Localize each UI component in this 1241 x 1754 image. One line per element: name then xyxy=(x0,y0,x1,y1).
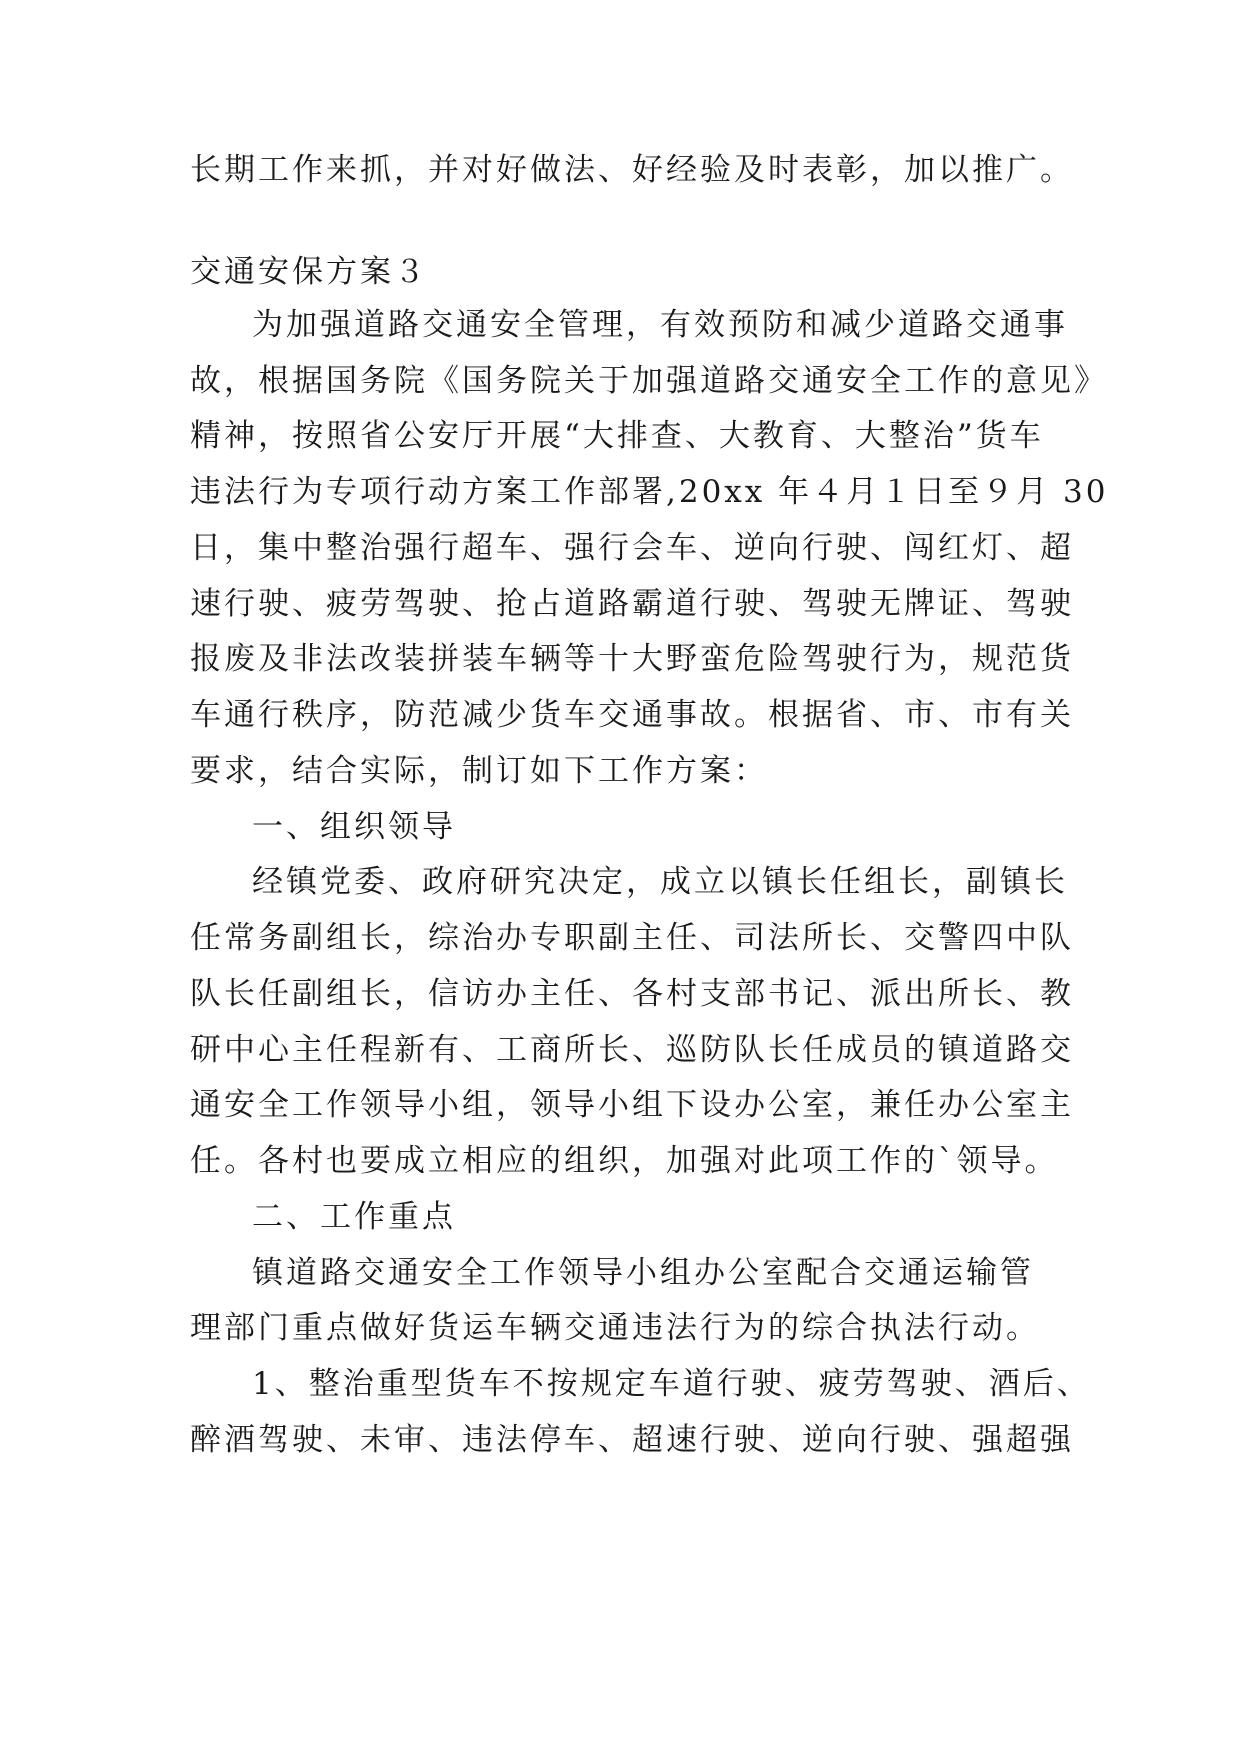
text-line: 队长任副组长，信访办主任、各村支部书记、派出所长、教 xyxy=(190,976,1074,1012)
text-line: 任常务副组长，综治办专职副主任、司法所长、交警四中队 xyxy=(190,920,1074,956)
text-line: 研中心主任程新有、工商所长、巡防队长任成员的镇道路交 xyxy=(190,1032,1074,1068)
text-line: 经镇党委、政府研究决定，成立以镇长任组长，副镇长 xyxy=(252,864,1068,900)
text-line: 为加强道路交通安全管理，有效预防和减少道路交通事 xyxy=(252,307,1068,343)
text-line: 长期工作来抓，并对好做法、好经验及时表彰，加以推广。 xyxy=(190,152,1074,188)
text-line: 镇道路交通安全工作领导小组办公室配合交通运输管 xyxy=(252,1255,1034,1291)
text-line: 醉酒驾驶、未审、违法停车、超速行驶、逆向行驶、强超强 xyxy=(190,1422,1074,1458)
heading-focus: 二、工作重点 xyxy=(252,1199,456,1235)
text-line: 违法行为专项行动方案工作部署,20xx 年４月１日至９月 30 xyxy=(190,474,1109,510)
text-line: 通安全工作领导小组，领导小组下设办公室，兼任办公室主 xyxy=(190,1087,1074,1123)
text-line: 精神，按照省公安厅开展“大排查、大教育、大整治”货车 xyxy=(190,418,1044,454)
text-line: 日，集中整治强行超车、强行会车、逆向行驶、闯红灯、超 xyxy=(190,530,1074,566)
section-title: 交通安保方案３ xyxy=(190,254,428,290)
text-line: 任。各村也要成立相应的组织，加强对此项工作的`领导。 xyxy=(190,1143,1059,1179)
text-line: 报废及非法改装拼装车辆等十大野蛮危险驾驶行为，规范货 xyxy=(190,641,1074,677)
text-line: 速行驶、疲劳驾驶、抢占道路霸道行驶、驾驶无牌证、驾驶 xyxy=(190,586,1074,622)
text-line: 车通行秩序，防范减少货车交通事故。根据省、市、市有关 xyxy=(190,697,1074,733)
list-item: 1、整治重型货车不按规定车道行驶、疲劳驾驶、酒后、 xyxy=(252,1366,1091,1402)
heading-organization: 一、组织领导 xyxy=(252,809,456,845)
text-line: 理部门重点做好货运车辆交通违法行为的综合执法行动。 xyxy=(190,1310,1040,1346)
text-line: 要求，结合实际，制订如下工作方案： xyxy=(190,753,768,789)
text-line: 故，根据国务院《国务院关于加强道路交通安全工作的意见》 xyxy=(190,363,1108,399)
